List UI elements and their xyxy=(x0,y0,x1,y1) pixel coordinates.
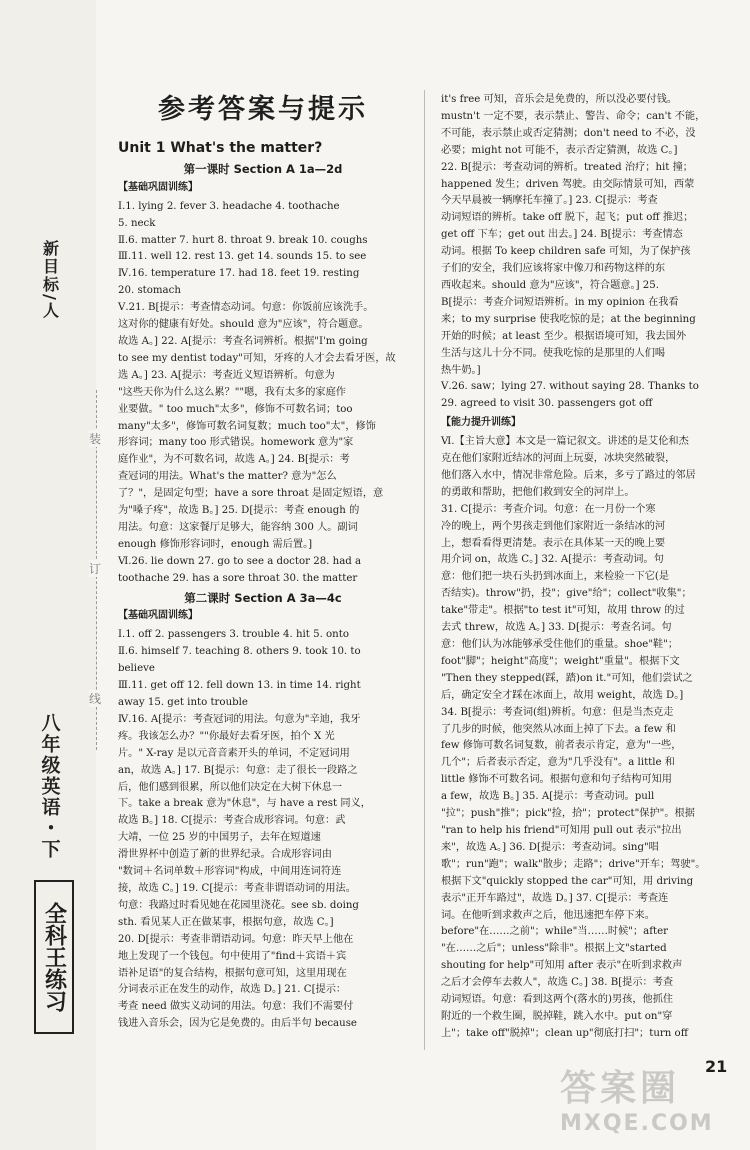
answer-line: 冷的晚上，两个男孩走到他们家附近一条结冰的河 xyxy=(441,520,666,532)
answer-line: 疼。我该怎么办？""你最好去看牙医，拍个 X 光 xyxy=(118,730,335,742)
answer-line: 钱进入音乐会，因为它是免费的。由后半句 because xyxy=(118,1018,357,1030)
answer-line: a few，故选 B。] 35. A[提示：考查动词。pull xyxy=(441,791,655,803)
answer-line: foot"脚"；height"高度"；weight"重量"。根据下文 xyxy=(441,655,680,667)
answer-line: 意：他们认为冰能够承受住他们的重量。shoe"鞋"； xyxy=(441,639,679,650)
answer-line: "ran to help his friend"可知用 pull out 表示"拉出 xyxy=(441,824,682,836)
answer-line: 表示"正开车路过"，故选 D。] 37. C[提示：考查连 xyxy=(441,892,669,904)
answer-line: 29. agreed to visit 30. passengers got off xyxy=(441,398,653,410)
answer-line: Ⅵ.【主旨大意】本文是一篇记叙文。讲述的是艾伦和杰 xyxy=(441,436,689,448)
answer-line: Ⅵ.26. lie down 27. go to see a doctor 28. had a xyxy=(118,555,362,567)
answer-line: 查冠词的用法。What's the matter? 意为"怎么 xyxy=(118,471,337,483)
answer-line: 这对你的健康有好处。should 意为"应该"，符合题意。 xyxy=(118,319,369,331)
answer-line: 选 A。] 23. A[提示：考查近义短语辨析。句意为 xyxy=(118,369,335,381)
answer-line: 动词短语。句意：看到这两个(落水的)男孩，他抓住 xyxy=(441,994,674,1006)
answer-line: 了几步的时候，他突然从冰面上掉了下去。a few 和 xyxy=(441,723,676,735)
lessons-container xyxy=(118,161,408,1033)
answer-line: 故选 A。] 22. A[提示：考查名词辨析。根据"I'm going xyxy=(118,335,368,347)
answer-line: 分词表示正在发生的动作，故选 D。] 21. C[提示： xyxy=(118,984,347,996)
answer-line: 根据下文"quickly stopped the car"可知，用 driving xyxy=(441,875,694,887)
answer-line: 克在他们家附近结冰的河面上玩耍，冰块突然破裂， xyxy=(441,453,676,465)
answer-line: Ⅱ.6. himself 7. teaching 8. others 9. took 10. to xyxy=(118,646,361,658)
answer-line: few 修饰可数名词复数，前者表示肯定，意为"一些， xyxy=(441,740,682,752)
answer-line: 下。take a break 意为"休息"，与 have a rest 同义， xyxy=(118,798,371,810)
answer-line: 今天早晨被一辆摩托车撞了。] 23. C[提示：考查 xyxy=(441,195,658,207)
ability-section-heading: 【能力提升训练】 xyxy=(441,417,521,429)
answer-line: Ⅰ.1. lying 2. fever 3. headache 4. toothache xyxy=(118,200,340,212)
answer-line: "拉"；push"推"；pick"捡，拾"；protect"保护"。根据 xyxy=(441,808,695,820)
answer-line: 上，想看看得更清楚。表示在具体某一天的晚上要 xyxy=(441,537,666,549)
answer-line: 片。" X-ray 是以元音音素开头的单词，不定冠词用 xyxy=(118,747,350,759)
spine-book-title: 八年级英语・下 xyxy=(38,713,61,860)
answer-line: away 15. get into trouble xyxy=(118,697,248,708)
answer-line: B[提示：考查介词短语辨析。in my opinion 在我看 xyxy=(441,296,679,308)
answer-line: 业要做。" too much"太多"，修饰不可数名词；too xyxy=(118,403,353,415)
answer-line: 的勇敢和帮助，把他们救到安全的河岸上。 xyxy=(441,486,635,498)
spine-text-block xyxy=(30,240,70,860)
answer-line: 语补足语"的复合结构，根据句意可知，这里用现在 xyxy=(118,967,347,979)
left-column xyxy=(118,90,408,1033)
answer-line: 生活与这儿十分不同。使我吃惊的是那里的人们喝 xyxy=(441,347,666,359)
answer-line: 热牛奶。] xyxy=(441,364,481,376)
answer-line: 附近的一个救生圈，脱掉鞋，跳入水中。put on"穿 xyxy=(441,1010,673,1022)
book-spine xyxy=(0,0,96,1150)
lesson-title: 第二课时 Section A 3a—4c xyxy=(184,590,342,605)
answer-line: an，故选 A。] 17. B[提示：句意：走了很长一段路之 xyxy=(118,764,358,776)
answer-line: happened 发生；driven 驾驶。由交际情景可知，西蒙 xyxy=(441,178,695,190)
answer-line: shouting for help"可知用 after 表示"在听到求救声 xyxy=(441,960,683,972)
answer-line: 之后才会停车去救人"，故选 C。] 38. B[提示：考查 xyxy=(441,977,674,989)
answer-line: to see my dentist today"可知，牙疼的人才会去看牙医，故 xyxy=(118,352,396,364)
answer-line: 上"；take off"脱掉"；clean up"彻底打扫"；turn off xyxy=(441,1027,688,1039)
cut-line-char-1: 装 xyxy=(89,432,102,446)
answer-line: little 修饰不可数名词。根据句意和句子结构可知用 xyxy=(441,774,672,786)
answer-line: 动词。根据 To keep children safe 可知，为了保护孩 xyxy=(441,246,691,258)
answer-line: 句意：我路过时看见她在花园里浇花。see sb. doing xyxy=(118,899,359,911)
answer-line: Ⅲ.11. get off 12. fell down 13. in time 14. right xyxy=(118,680,361,692)
answer-line: 20. stomach xyxy=(118,285,181,297)
answer-line: 5. neck xyxy=(118,217,156,229)
answer-line: 为"嗓子疼"，故选 B。] 25. D[提示：考查 enough 的 xyxy=(118,505,360,517)
answer-line: take"带走"。根据"to test it"可知，故用 throw 的过 xyxy=(441,605,685,617)
section-heading: 【基础巩固训练】 xyxy=(118,181,198,193)
answer-line: "数词＋名词单数＋形容词"构成，中间用连词符连 xyxy=(118,866,342,878)
unit-title: Unit 1 What's the matter? xyxy=(118,140,323,156)
answer-line: 形容词；many too 形式错误。homework 意为"家 xyxy=(118,437,354,449)
answer-line: 用法。句意：这家餐厅足够大，能容纳 300 人。副词 xyxy=(118,521,358,533)
answer-line: 西收起来。should 意为"应该"，符合题意。] 25. xyxy=(441,279,659,291)
answer-line: 22. B[提示：考查动词的辨析。treated 治疗；hit 撞； xyxy=(441,161,693,173)
answer-line: 后，确定安全才踩在冰面上，故用 weight，故选 D。] xyxy=(441,689,684,701)
answer-line: 故选 B。] 18. C[提示：考查合成形容词。句意：武 xyxy=(118,815,346,827)
answer-line: 用介词 on，故选 C。] 32. A[提示：考查动词。句 xyxy=(441,554,664,566)
answer-line: 不可能，表示禁止或否定猜测；don't need to 不必，没 xyxy=(441,127,696,139)
answer-line: 地上发现了一个钱包。句中使用了"find＋宾语＋宾 xyxy=(118,950,347,962)
answer-line: 后，他们感到很累，所以他们决定在大树下休息一 xyxy=(118,781,343,793)
answer-line: 来"，故选 A。] 36. D[提示：考查动词。sing"唱 xyxy=(441,841,659,853)
answer-line: 34. B[提示：考查词(组)辨析。句意：但是当杰克走 xyxy=(441,706,674,718)
answer-line: 动词短语的辨析。take off 脱下，起飞；put off 推迟； xyxy=(441,212,694,224)
answer-line: 庭作业"，为不可数名词，故选 A。] 24. B[提示：考 xyxy=(118,454,350,466)
answer-line: toothache 29. has a sore throat 30. the matter xyxy=(118,572,358,584)
column-divider xyxy=(424,90,425,1050)
answer-line: before"在……之前"；while"当……时候"；after xyxy=(441,926,669,938)
answer-line: mustn't 一定不要，表示禁止、警告、命令；can't 不能， xyxy=(441,110,706,122)
page-title: 参考答案与提示 xyxy=(158,94,368,125)
answer-line: 子们的安全，我们应该将家中像刀和药物这样的东 xyxy=(441,263,666,275)
answer-line: believe xyxy=(118,663,155,675)
answer-line: Ⅳ.16. A[提示：考查冠词的用法。句意为"辛迪，我牙 xyxy=(118,713,361,725)
cut-line-char-2: 订 xyxy=(89,562,102,576)
spine-edition: 新目标/人 xyxy=(40,240,60,320)
section-heading: 【基础巩固训练】 xyxy=(118,610,198,622)
answer-line: 必要；might not 可能不，表示否定猜测，故选 C。] xyxy=(441,144,678,156)
cut-line-char-3: 线 xyxy=(89,692,102,706)
answer-line: 滑世界杯中创造了新的世界纪录。合成形容词由 xyxy=(118,849,332,861)
answer-line: 考查 need 做实义动词的用法。句意：我们不需要付 xyxy=(118,1001,354,1013)
publisher-logo xyxy=(34,880,74,1034)
logo-text: 全科王练习 xyxy=(41,902,67,1012)
answer-line: sth. 看见某人正在做某事，根据句意，故选 C。] xyxy=(118,916,334,928)
watermark-line-2: MXQE.COM xyxy=(560,1111,714,1136)
answers-block-a xyxy=(441,92,725,413)
answer-line: 他们落入水中，情况非常危险。后来，多亏了路过的邻居 xyxy=(441,469,696,481)
page-number: 21 xyxy=(705,1057,728,1076)
answer-line: Ⅲ.11. well 12. rest 13. get 14. sounds 15. to see xyxy=(118,251,367,263)
answer-line: Ⅴ.26. saw；lying 27. without saying 28. Thanks to xyxy=(441,381,699,393)
answer-line: 开始的时候；at least 至少。根据语境可知，我去国外 xyxy=(441,330,687,342)
lesson-title: 第一课时 Section A 1a—2d xyxy=(183,161,343,176)
right-column xyxy=(441,92,725,1043)
answer-line: 20. D[提示：考查非谓语动词。句意：昨天早上他在 xyxy=(118,933,354,945)
watermark xyxy=(560,1060,730,1140)
answer-line: 词。在他听到求救声之后，他迅速把车停下来。 xyxy=(441,909,655,921)
answers-block-b xyxy=(441,434,725,1043)
answer-line: "Then they stepped(踩，踏)on it."可知，他们尝试之 xyxy=(441,672,693,684)
answer-line: Ⅳ.16. temperature 17. had 18. feet 19. resting xyxy=(118,268,360,280)
answer-line: it's free 可知，音乐会是免费的，所以没必要付钱。 xyxy=(441,94,678,105)
answer-line: Ⅰ.1. off 2. passengers 3. trouble 4. hit 5. onto xyxy=(118,629,349,641)
answer-line: 31. C[提示：考查介词。句意：在一月份一个寒 xyxy=(441,503,656,515)
answer-line: Ⅴ.21. B[提示：考查情态动词。句意：你饭前应该洗手。 xyxy=(118,302,374,314)
answer-line: many"太多"，修饰可数名词复数；much too"太"，修饰 xyxy=(118,420,376,432)
answer-line: "在……之后"；unless"除非"。根据上文"started xyxy=(441,943,667,955)
answer-line: 几个"；后者表示否定，意为"几乎没有"。a little 和 xyxy=(441,757,675,769)
answer-line: 了？"，是固定句型；have a sore throat 是固定短语，意 xyxy=(118,488,384,500)
answer-line: 大靖，一位 25 岁的中国男子，去年在短道速 xyxy=(118,832,321,844)
answer-line: Ⅱ.6. matter 7. hurt 8. throat 9. break 10. coughs xyxy=(118,234,368,246)
answer-line: "这些天你为什么这么累？""嗯，我有太多的家庭作 xyxy=(118,386,346,398)
answer-line: 接，故选 C。] 19. C[提示：考查非谓语动词的用法。 xyxy=(118,882,356,894)
answer-line: 去式 threw，故选 A。] 33. D[提示：考查名词。句 xyxy=(441,622,672,634)
binding-cut-line xyxy=(89,390,111,750)
answer-line: 来；to my surprise 使我吃惊的是；at the beginning xyxy=(441,313,696,325)
answer-line: enough 修饰形容词时，enough 需后置。] xyxy=(118,538,313,550)
watermark-line-1: 答案圈 xyxy=(560,1068,681,1109)
answer-line: 意：他们把一块石头扔到冰面上，来检验一下它(是 xyxy=(441,571,670,583)
answer-line: get off 下车；get out 出去。] 24. B[提示：考查情态 xyxy=(441,229,683,241)
answer-line: 否结实)。throw"扔，投"；give"给"；collect"收集"； xyxy=(441,588,692,600)
answer-line: 歌"；run"跑"；walk"散步；走路"；drive"开车；驾驶"。 xyxy=(441,858,706,870)
